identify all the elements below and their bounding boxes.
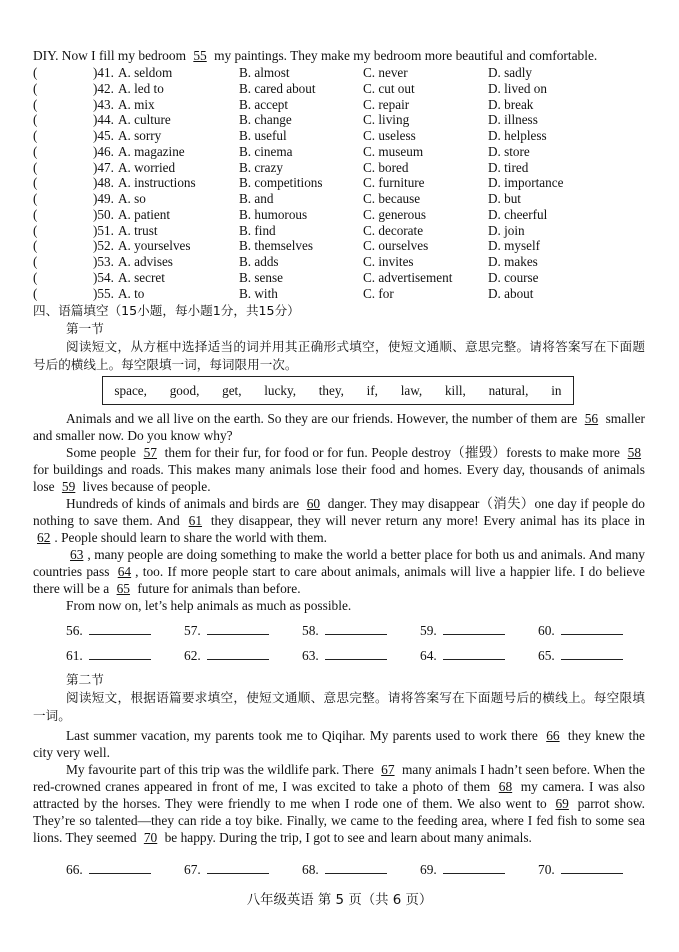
answer-paren: (	[33, 191, 38, 206]
mcq-row	[33, 238, 653, 254]
mcq-row	[33, 65, 653, 81]
answer-paren: (	[33, 96, 38, 112]
word-option: they,	[318, 382, 344, 398]
option-a: A. secret	[118, 269, 165, 285]
option-b: B. with	[239, 285, 278, 301]
option-a: A. yourselves	[118, 238, 191, 254]
word-box	[102, 376, 574, 405]
word-option: get,	[222, 382, 242, 398]
answer-line[interactable]	[443, 861, 505, 874]
option-c: C. ourselves	[363, 238, 429, 254]
answer-paren: (	[33, 65, 38, 80]
option-b: B. accept	[239, 96, 289, 112]
question-number: )49.	[93, 191, 114, 206]
answer-number: 68.	[302, 862, 319, 877]
option-d: D. makes	[488, 254, 538, 269]
answer-slot	[66, 861, 151, 878]
option-c: C. generous	[363, 206, 426, 222]
mcq-row	[33, 254, 653, 270]
question-number: )50.	[93, 206, 114, 222]
blank-57: 57	[143, 445, 157, 460]
answer-slot	[420, 861, 505, 878]
mcq-row	[33, 97, 653, 113]
page-footer: 八年级英语 第 5 页（共 6 页）	[246, 893, 433, 908]
answer-paren: (	[33, 254, 38, 269]
question-number: )46.	[93, 143, 114, 159]
answer-slot	[420, 622, 505, 639]
option-b: B. humorous	[239, 206, 308, 222]
answer-paren: (	[33, 80, 38, 96]
blank-60: 60	[306, 496, 321, 511]
answer-slot	[66, 622, 151, 639]
part1-title: 第一节	[66, 321, 104, 336]
word-option: space,	[114, 382, 147, 398]
question-number: )53.	[93, 254, 114, 269]
option-d: D. course	[488, 269, 539, 285]
question-number: )42.	[93, 80, 114, 96]
answer-number: 69.	[420, 862, 437, 877]
answer-line[interactable]	[207, 861, 269, 874]
answer-line[interactable]	[325, 647, 387, 660]
option-c: C. cut out	[363, 80, 415, 96]
answer-line[interactable]	[207, 647, 269, 660]
blank-56: 56	[584, 411, 599, 426]
question-number: )45.	[93, 128, 114, 143]
answer-row-56-60	[66, 622, 666, 640]
question-number: )52.	[93, 238, 114, 254]
option-b: B. competitions	[239, 175, 323, 191]
answer-slot	[184, 647, 269, 664]
answer-number: 57.	[184, 623, 201, 638]
answer-number: 62.	[184, 648, 201, 663]
option-a: A. mix	[118, 96, 155, 112]
answer-paren: (	[33, 143, 38, 159]
answer-line[interactable]	[561, 861, 623, 874]
answer-paren: (	[33, 128, 38, 143]
blank-69: 69	[555, 796, 569, 811]
answer-paren: (	[33, 175, 38, 191]
option-c: C. because	[363, 191, 421, 206]
option-a: A. so	[118, 191, 146, 206]
option-a: A. culture	[118, 112, 171, 128]
answer-line[interactable]	[325, 861, 387, 874]
answer-number: 63.	[302, 648, 319, 663]
option-a: A. magazine	[118, 143, 185, 159]
part1-para-5: From now on, let’s help animals as much as possible.	[66, 598, 352, 613]
answer-paren: (	[33, 159, 38, 175]
answer-paren: (	[33, 269, 38, 285]
answer-paren: (	[33, 285, 38, 301]
option-d: D. cheerful	[488, 206, 548, 222]
option-d: D. importance	[488, 175, 564, 191]
blank-65: 65	[116, 581, 130, 596]
answer-slot	[538, 861, 623, 878]
question-number: )44.	[93, 112, 114, 128]
option-b: B. cinema	[239, 143, 293, 159]
answer-line[interactable]	[561, 647, 623, 660]
mcq-row	[33, 112, 653, 128]
option-b: B. sense	[239, 269, 283, 285]
option-d: D. but	[488, 191, 521, 206]
section4-title: 四、语篇填空（15小题，每小题1分，共15分）	[33, 303, 300, 318]
mcq-row	[33, 128, 653, 144]
mcq-row	[33, 175, 653, 191]
option-c: C. for	[363, 285, 394, 301]
question-number: )55.	[93, 285, 114, 301]
mcq-row	[33, 144, 653, 160]
blank-67: 67	[381, 762, 395, 777]
answer-row-66-70	[66, 861, 666, 879]
mcq-row	[33, 223, 653, 239]
option-b: B. almost	[239, 65, 290, 80]
option-b: B. adds	[239, 254, 279, 269]
option-c: C. advertisement	[363, 269, 453, 285]
part2-title: 第二节	[66, 672, 104, 687]
part2-instruction: 阅读短文，根据语篇要求填空，使短文通顺、意思完整。请将答案写在下面题号后的横线上。每空限填一词。	[33, 690, 645, 723]
option-c: C. bored	[363, 159, 409, 175]
intro-text: DIY. Now I fill my bedroom	[33, 48, 186, 63]
blank-61: 61	[188, 513, 203, 528]
part2-para-1: Last summer vacation, my parents took me to Qiqihar. My parents used to work there 66 they knew the city very well.	[33, 728, 645, 760]
answer-row-61-65	[66, 647, 666, 665]
intro-line	[33, 48, 649, 64]
option-c: C. useless	[363, 128, 416, 143]
part1-para-3: Hundreds of kinds of animals and birds are 60 danger. They may disappear（消失）one day if people do nothing to save them. And 61 they disappear, they will never return any more! Every animal has its place in 62 . People should learn to share the world with them.	[33, 496, 645, 545]
option-d: D. illness	[488, 112, 538, 128]
word-option: good,	[169, 382, 200, 398]
option-b: B. change	[239, 112, 292, 128]
answer-line[interactable]	[89, 861, 151, 874]
answer-slot	[538, 622, 623, 639]
answer-number: 60.	[538, 623, 555, 638]
answer-slot	[538, 647, 623, 664]
option-d: D. sadly	[488, 65, 532, 80]
answer-paren: (	[33, 222, 38, 238]
option-c: C. living	[363, 112, 410, 128]
mcq-row	[33, 160, 653, 176]
option-a: A. seldom	[118, 65, 173, 80]
option-d: D. myself	[488, 238, 541, 254]
answer-line[interactable]	[89, 647, 151, 660]
option-b: B. useful	[239, 128, 287, 143]
question-number: )48.	[93, 175, 114, 191]
answer-line[interactable]	[207, 622, 269, 635]
option-a: A. sorry	[118, 128, 162, 143]
answer-number: 59.	[420, 623, 437, 638]
word-option: in	[551, 382, 562, 398]
option-c: C. repair	[363, 96, 410, 112]
option-a: A. worried	[118, 159, 176, 175]
option-d: D. helpless	[488, 128, 547, 143]
answer-slot	[66, 647, 151, 664]
option-a: A. to	[118, 285, 145, 301]
option-d: D. break	[488, 96, 534, 112]
answer-slot	[420, 647, 505, 664]
answer-line[interactable]	[89, 622, 151, 635]
answer-line[interactable]	[561, 622, 623, 635]
mcq-row	[33, 270, 653, 286]
answer-number: 70.	[538, 862, 555, 877]
part1-instruction: 阅读短文，从方框中选择适当的词并用其正确形式填空，使短文通顺、意思完整。请将答案写在下面题号后的横线上。每空限填一词，每词限用一次。	[33, 339, 645, 372]
blank-66: 66	[546, 728, 560, 743]
answer-paren: (	[33, 112, 38, 128]
question-number: )54.	[93, 269, 114, 285]
answer-number: 67.	[184, 862, 201, 877]
blank-59: 59	[61, 479, 76, 494]
answer-line[interactable]	[325, 622, 387, 635]
option-b: B. themselves	[239, 238, 313, 254]
answer-paren: (	[33, 238, 38, 254]
answer-number: 61.	[66, 648, 83, 663]
option-d: D. join	[488, 222, 525, 238]
part1-para-4: 63 , many people are doing something to make the world a better place for both us and animals. And many countries pass 64 , too. If more people start to care about animals, animals will live a happier life. I do believe there will be a 65 future for animals than before.	[33, 547, 645, 596]
option-d: D. tired	[488, 159, 529, 175]
answer-slot	[184, 861, 269, 878]
option-b: B. and	[239, 191, 274, 206]
option-b: B. find	[239, 222, 276, 238]
word-option: if,	[366, 382, 378, 398]
option-b: B. crazy	[239, 159, 283, 175]
part1-para-1: Animals and we all live on the earth. So they are our friends. However, the number of them are 56 smaller and smaller now. Do you know why?	[33, 411, 645, 443]
answer-slot	[302, 861, 387, 878]
option-c: C. museum	[363, 143, 424, 159]
option-a: A. instructions	[118, 175, 196, 191]
option-c: C. furniture	[363, 175, 425, 191]
blank-68: 68	[498, 779, 513, 794]
answer-number: 66.	[66, 862, 83, 877]
option-b: B. cared about	[239, 80, 316, 96]
answer-paren: (	[33, 206, 38, 222]
option-c: C. never	[363, 65, 408, 80]
blank-62: 62	[37, 530, 51, 545]
mcq-row	[33, 191, 653, 207]
part2-para-2: My favourite part of this trip was the wildlife park. There 67 many animals I hadn’t seen before. When the red-crowned cranes appeared in front of me, I was excited to take a photo of them 68 my camera. I was also attracted by the horses. They were friendly to me when I rode one of them. We also went to 69 parrot show. They’re so talented—they can ride a toy bike. Finally, we came to the feeding area, where I fed fish to some sea lions. They seemed 70 be happy. During the trip, I got to see and learn about many animals.	[33, 762, 645, 845]
option-a: A. patient	[118, 206, 171, 222]
blank-55: 55	[193, 48, 207, 63]
intro-text-rest: my paintings. They make my bedroom more beautiful and comfortable.	[214, 48, 598, 63]
answer-slot	[302, 647, 387, 664]
option-c: C. invites	[363, 254, 414, 269]
mcq-row	[33, 81, 653, 97]
option-a: A. advises	[118, 254, 173, 269]
word-option: lucky,	[264, 382, 296, 398]
option-a: A. trust	[118, 222, 158, 238]
blank-63: 63	[70, 547, 84, 562]
blank-64: 64	[117, 564, 132, 579]
question-number: )51.	[93, 222, 114, 238]
answer-line[interactable]	[443, 647, 505, 660]
blank-70: 70	[143, 830, 158, 845]
part1-para-2: Some people 57 them for their fur, for food or for fun. People destroy（摧毁）forests to make more 58 for buildings and roads. This makes many animals lose their food and homes. Every day, thousands of animals lose 59 lives because of people.	[33, 445, 645, 494]
option-d: D. store	[488, 143, 530, 159]
question-number: )47.	[93, 159, 114, 175]
option-d: D. lived on	[488, 80, 547, 96]
word-option: kill,	[444, 382, 466, 398]
answer-number: 65.	[538, 648, 555, 663]
word-option: law,	[400, 382, 423, 398]
blank-58: 58	[627, 445, 642, 460]
option-d: D. about	[488, 285, 534, 301]
mcq-row	[33, 286, 653, 302]
answer-number: 56.	[66, 623, 83, 638]
option-a: A. led to	[118, 80, 164, 96]
mcq-row	[33, 207, 653, 223]
question-number: )41.	[93, 65, 114, 80]
question-number: )43.	[93, 96, 114, 112]
word-option: natural,	[488, 382, 529, 398]
answer-number: 58.	[302, 623, 319, 638]
answer-line[interactable]	[443, 622, 505, 635]
option-c: C. decorate	[363, 222, 424, 238]
answer-slot	[184, 622, 269, 639]
answer-number: 64.	[420, 648, 437, 663]
answer-slot	[302, 622, 387, 639]
